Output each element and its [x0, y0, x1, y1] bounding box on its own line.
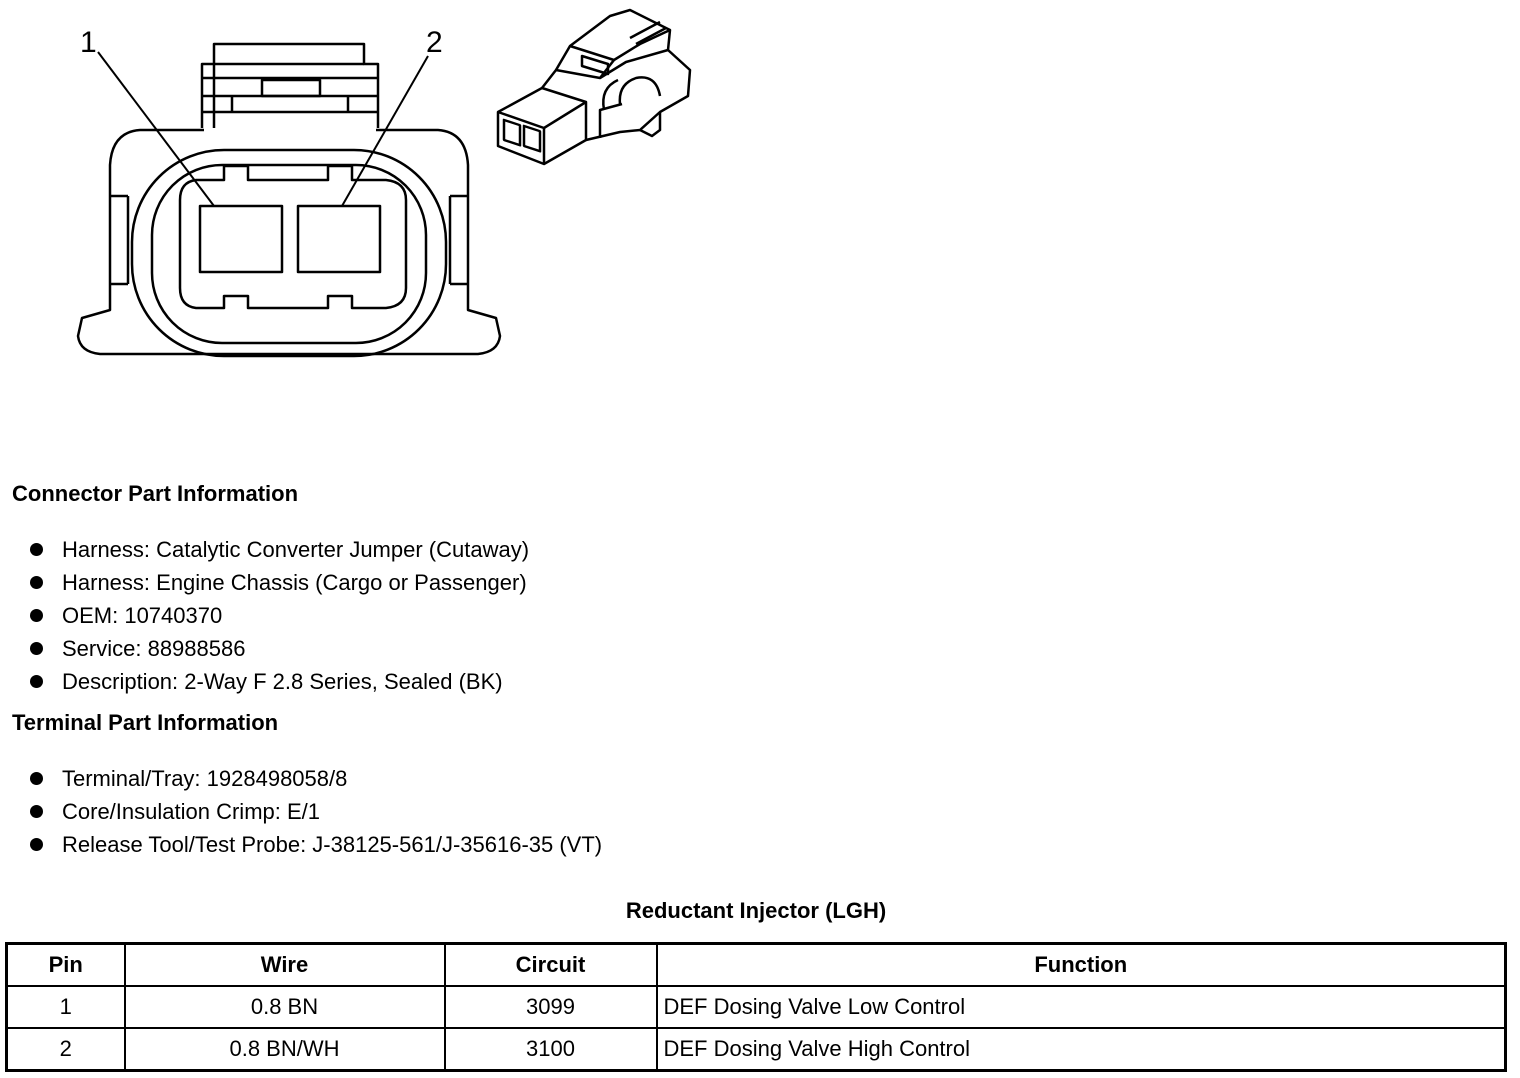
connector-body — [78, 130, 500, 354]
bullet-icon — [30, 543, 43, 556]
cell-pin: 2 — [7, 1028, 125, 1071]
column-header-function: Function — [657, 944, 1506, 987]
cell-pin: 1 — [7, 986, 125, 1028]
cell-function: DEF Dosing Valve High Control — [657, 1028, 1506, 1071]
bullet-icon — [30, 609, 43, 622]
connector-info-heading: Connector Part Information — [12, 481, 299, 506]
pinout-table — [5, 942, 1507, 1072]
list-item: Terminal/Tray: 1928498058/8 — [30, 764, 602, 797]
list-item: OEM: 10740370 — [30, 601, 529, 634]
list-item: Harness: Engine Chassis (Cargo or Passenger) — [30, 568, 529, 601]
cell-function: DEF Dosing Valve Low Control — [657, 986, 1506, 1028]
pin-2-label: 2 — [426, 26, 443, 59]
table-row — [7, 1028, 1506, 1071]
list-item: Service: 88988586 — [30, 634, 529, 667]
connector-diagram — [0, 0, 720, 380]
pin-1-label: 1 — [80, 26, 97, 59]
bullet-icon — [30, 576, 43, 589]
terminal-cavity-1 — [200, 206, 282, 272]
column-header-circuit: Circuit — [445, 944, 657, 987]
list-item: Release Tool/Test Probe: J-38125-561/J-35616-35 (VT) — [30, 830, 602, 863]
bullet-icon — [30, 772, 43, 785]
terminal-cavity-2 — [298, 206, 380, 272]
table-title: Reductant Injector (LGH) — [625, 898, 887, 923]
cell-wire: 0.8 BN/WH — [125, 1028, 445, 1071]
table-header-row — [7, 944, 1506, 987]
connector-3d-view — [498, 10, 690, 164]
connector-info-list — [30, 535, 529, 700]
bullet-icon — [30, 838, 43, 851]
table-row — [7, 986, 1506, 1028]
terminal-info-list — [30, 764, 602, 863]
connector-latch — [214, 44, 378, 128]
cell-wire: 0.8 BN — [125, 986, 445, 1028]
column-header-wire: Wire — [125, 944, 445, 987]
terminal-info-heading: Terminal Part Information — [12, 710, 279, 735]
list-item: Core/Insulation Crimp: E/1 — [30, 797, 602, 830]
list-item: Harness: Catalytic Converter Jumper (Cutaway) — [30, 535, 529, 568]
connector-cavity — [180, 166, 406, 308]
list-item: Description: 2-Way F 2.8 Series, Sealed (BK) — [30, 667, 529, 700]
cell-circuit: 3099 — [445, 986, 657, 1028]
cell-circuit: 3100 — [445, 1028, 657, 1071]
bullet-icon — [30, 805, 43, 818]
bullet-icon — [30, 675, 43, 688]
connector-seal-inner — [152, 165, 426, 343]
bullet-icon — [30, 642, 43, 655]
column-header-pin: Pin — [7, 944, 125, 987]
